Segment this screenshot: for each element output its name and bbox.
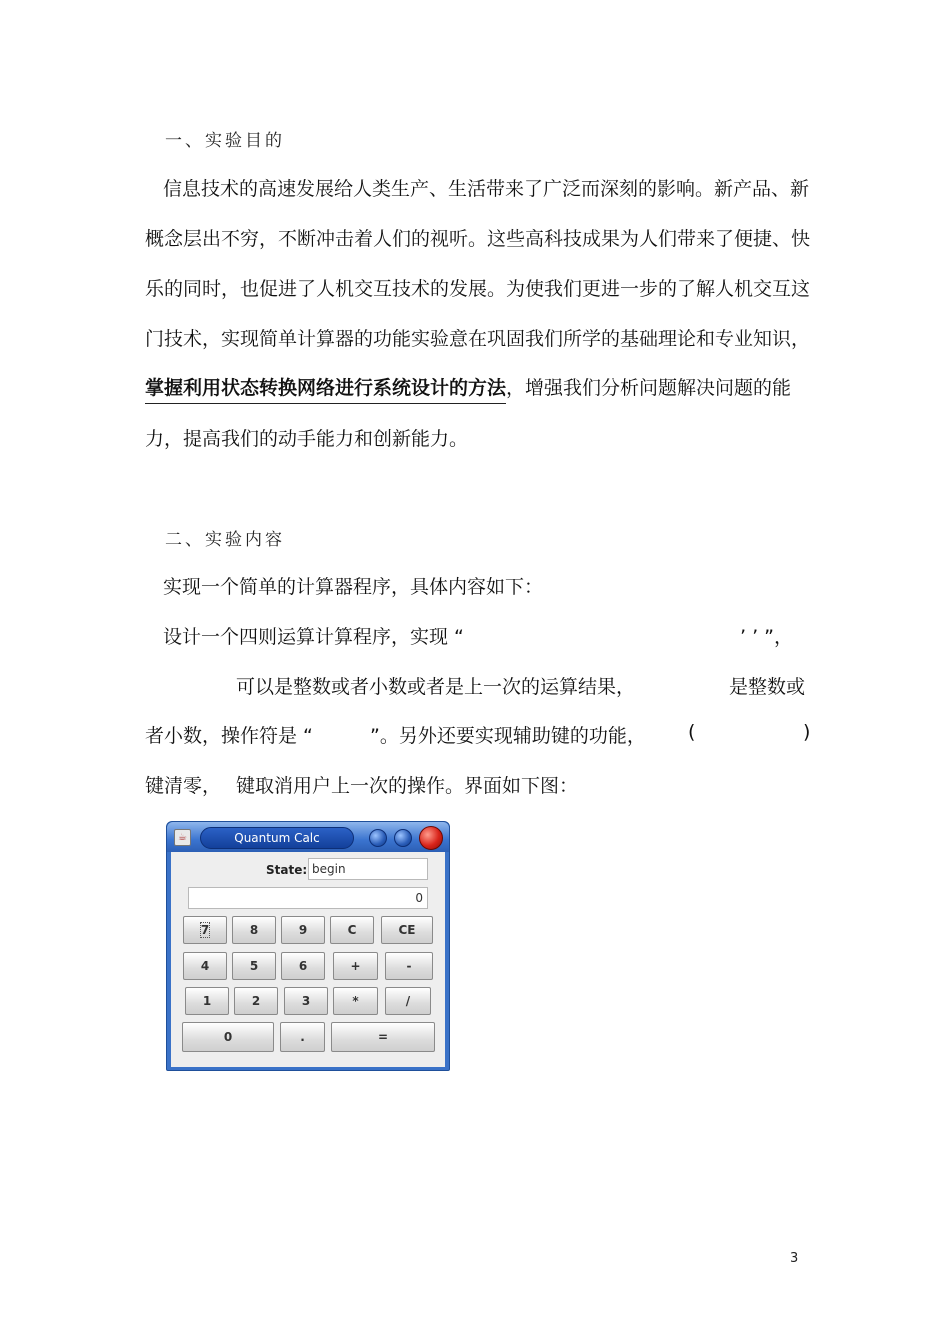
state-field: begin bbox=[308, 858, 428, 880]
paragraph-line: 门技术，实现简单计算器的功能实验意在巩固我们所学的基础理论和专业知识， bbox=[145, 328, 811, 350]
paragraph-line: ( bbox=[688, 721, 696, 743]
hyperlink-phrase[interactable]: 掌握利用状态转换网络进行系统设计的方法 bbox=[145, 377, 506, 404]
paragraph-line: 键取消用户上一次的操作。界面如下图： bbox=[236, 775, 579, 797]
page-number: 3 bbox=[790, 1251, 799, 1266]
calculator-body bbox=[171, 852, 445, 1067]
key-3[interactable]: 3 bbox=[284, 987, 328, 1015]
paragraph-text: ，增强我们分析问题解决问题的能 bbox=[506, 377, 792, 399]
close-button[interactable] bbox=[419, 826, 443, 850]
key-1[interactable]: 1 bbox=[185, 987, 229, 1015]
window-title: Quantum Calc bbox=[200, 827, 354, 849]
paragraph-line: 者小数，操作符是 “ bbox=[145, 725, 313, 747]
maximize-button[interactable] bbox=[394, 829, 412, 847]
key-8[interactable]: 8 bbox=[232, 916, 276, 944]
paragraph-line bbox=[145, 373, 791, 400]
paragraph-line: 可以是整数或者小数或者是上一次的运算结果， bbox=[236, 676, 636, 698]
key-4[interactable]: 4 bbox=[183, 952, 227, 980]
key-2[interactable]: 2 bbox=[234, 987, 278, 1015]
key-plus[interactable]: + bbox=[333, 952, 378, 980]
paragraph-line: 力，提高我们的动手能力和创新能力。 bbox=[145, 428, 469, 450]
key-clear[interactable]: C bbox=[330, 916, 374, 944]
paragraph-line: 键清零， bbox=[145, 775, 222, 797]
key-minus[interactable]: - bbox=[385, 952, 433, 980]
key-9[interactable]: 9 bbox=[281, 916, 325, 944]
paragraph-line: ) bbox=[803, 721, 811, 743]
state-label: State: bbox=[266, 863, 308, 877]
calculator-window bbox=[166, 821, 450, 1071]
key-clear-entry[interactable]: CE bbox=[381, 916, 433, 944]
title-bar[interactable] bbox=[167, 822, 449, 852]
key-equals[interactable]: = bbox=[331, 1022, 435, 1052]
paragraph-line: 乐的同时，也促进了人机交互技术的发展。为使我们更进一步的了解人机交互这 bbox=[145, 278, 811, 300]
paragraph-line: 概念层出不穷，不断冲击着人们的视听。这些高科技成果为人们带来了便捷、快 bbox=[145, 228, 811, 250]
paragraph-line: 设计一个四则运算计算程序，实现 “ bbox=[163, 626, 464, 648]
paragraph-line: ”。另外还要实现辅助键的功能， bbox=[370, 725, 646, 747]
paragraph-line: 是整数或 bbox=[729, 676, 806, 698]
java-app-icon: ☕ bbox=[174, 829, 191, 846]
paragraph-line: 信息技术的高速发展给人类生产、生活带来了广泛而深刻的影响。新产品、新 bbox=[163, 178, 810, 200]
key-multiply[interactable]: * bbox=[333, 987, 378, 1015]
key-divide[interactable]: / bbox=[385, 987, 431, 1015]
section-heading-content: 二、实验内容 bbox=[165, 530, 285, 550]
paragraph-line: 实现一个简单的计算器程序，具体内容如下： bbox=[163, 576, 544, 598]
key-decimal[interactable]: . bbox=[280, 1022, 325, 1052]
minimize-button[interactable] bbox=[369, 829, 387, 847]
result-display[interactable]: 0 bbox=[188, 887, 428, 909]
key-0[interactable]: 0 bbox=[182, 1022, 274, 1052]
key-5[interactable]: 5 bbox=[232, 952, 276, 980]
section-heading-purpose: 一、实验目的 bbox=[165, 131, 285, 151]
key-6[interactable]: 6 bbox=[281, 952, 325, 980]
key-7[interactable]: 7 bbox=[183, 916, 227, 944]
paragraph-line: ’ ’ ”， bbox=[740, 626, 794, 648]
